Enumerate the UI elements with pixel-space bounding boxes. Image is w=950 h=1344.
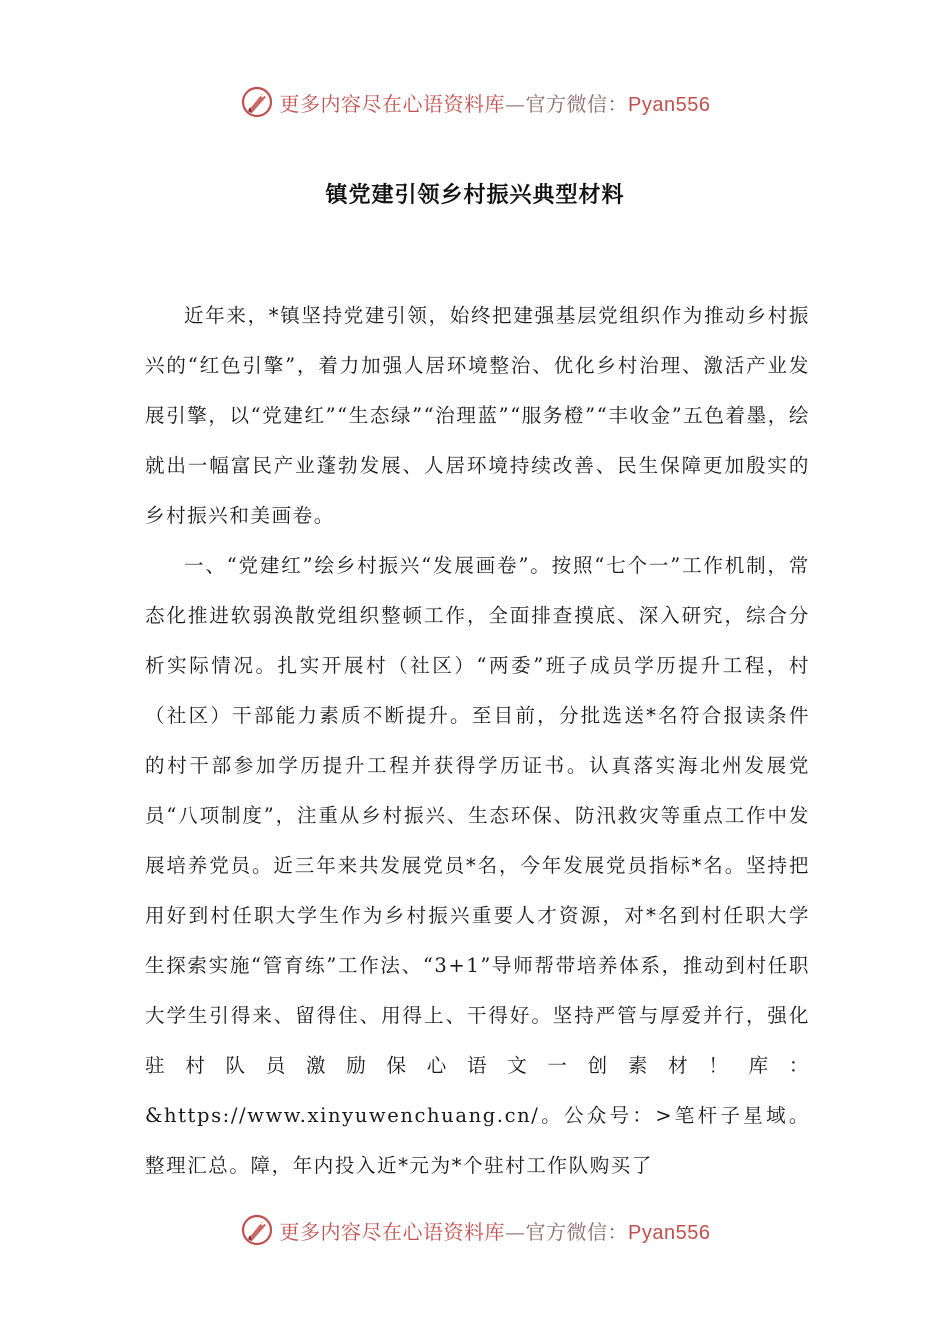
footer-banner-text: 更多内容尽在心语资料库—官方微信：Pyan556 — [279, 1219, 711, 1244]
pen-nib-logo-icon — [240, 1213, 274, 1247]
paragraph-intro: 近年来，*镇坚持党建引领，始终把建强基层党组织作为推动乡村振兴的“红色引擎”，着力加强人居环境整治、优化乡村治理、激活产业发展引擎，以“党建红”“生态绿”“治理蓝”“服务橙”“丰收金”五色着墨，绘就出一幅富民产业蓬勃发展、人居环境持续改善、民生保障更加殷实的乡村振兴和美画卷。 — [145, 304, 810, 527]
document-body — [145, 291, 810, 1191]
wechat-id: Pyan556 — [628, 1221, 711, 1244]
paragraph-section-one: 一、“党建红”绘乡村振兴“发展画卷”。按照“七个一”工作机制，常态化推进软弱涣散党组织整顿工作，全面排查摸底、深入研究，综合分析实际情况。扎实开展村（社区）“两委”班子成员学历提升工程，村（社区）干部能力素质不断提升。至目前，分批选送*名符合报读条件的村干部参加学历提升工程并获得学历证书。认真落实海北州发展党员“八项制度”，注重从乡村振兴、生态环保、防汛救灾等重点工作中发展培养党员。近三年来共发展党员*名，今年发展党员指标*名。坚持把用好到村任职大学生作为乡村振兴重要人才资源，对*名到村任职大学生探索实施“管育练”工作法、“3+1”导师帮带培养体系，推动到村任职大学生引得来、留得住、用得上、干得好。坚持严管与厚爱并行，强化驻村队员激励保心语文一创素材！库：&https://www.xinyuwenchuang.cn/。公众号：>笔杆子星域。整理汇总。障，年内投入近*元为*个驻村工作队购买了 — [145, 554, 810, 1177]
wechat-id: Pyan556 — [628, 93, 711, 116]
header-banner-text: 更多内容尽在心语资料库—官方微信：Pyan556 — [279, 91, 711, 116]
document-title: 镇党建引领乡村振兴典型材料 — [325, 183, 625, 208]
footer-banner — [0, 1208, 950, 1252]
pen-nib-logo-icon — [240, 85, 274, 119]
header-banner — [0, 80, 950, 124]
